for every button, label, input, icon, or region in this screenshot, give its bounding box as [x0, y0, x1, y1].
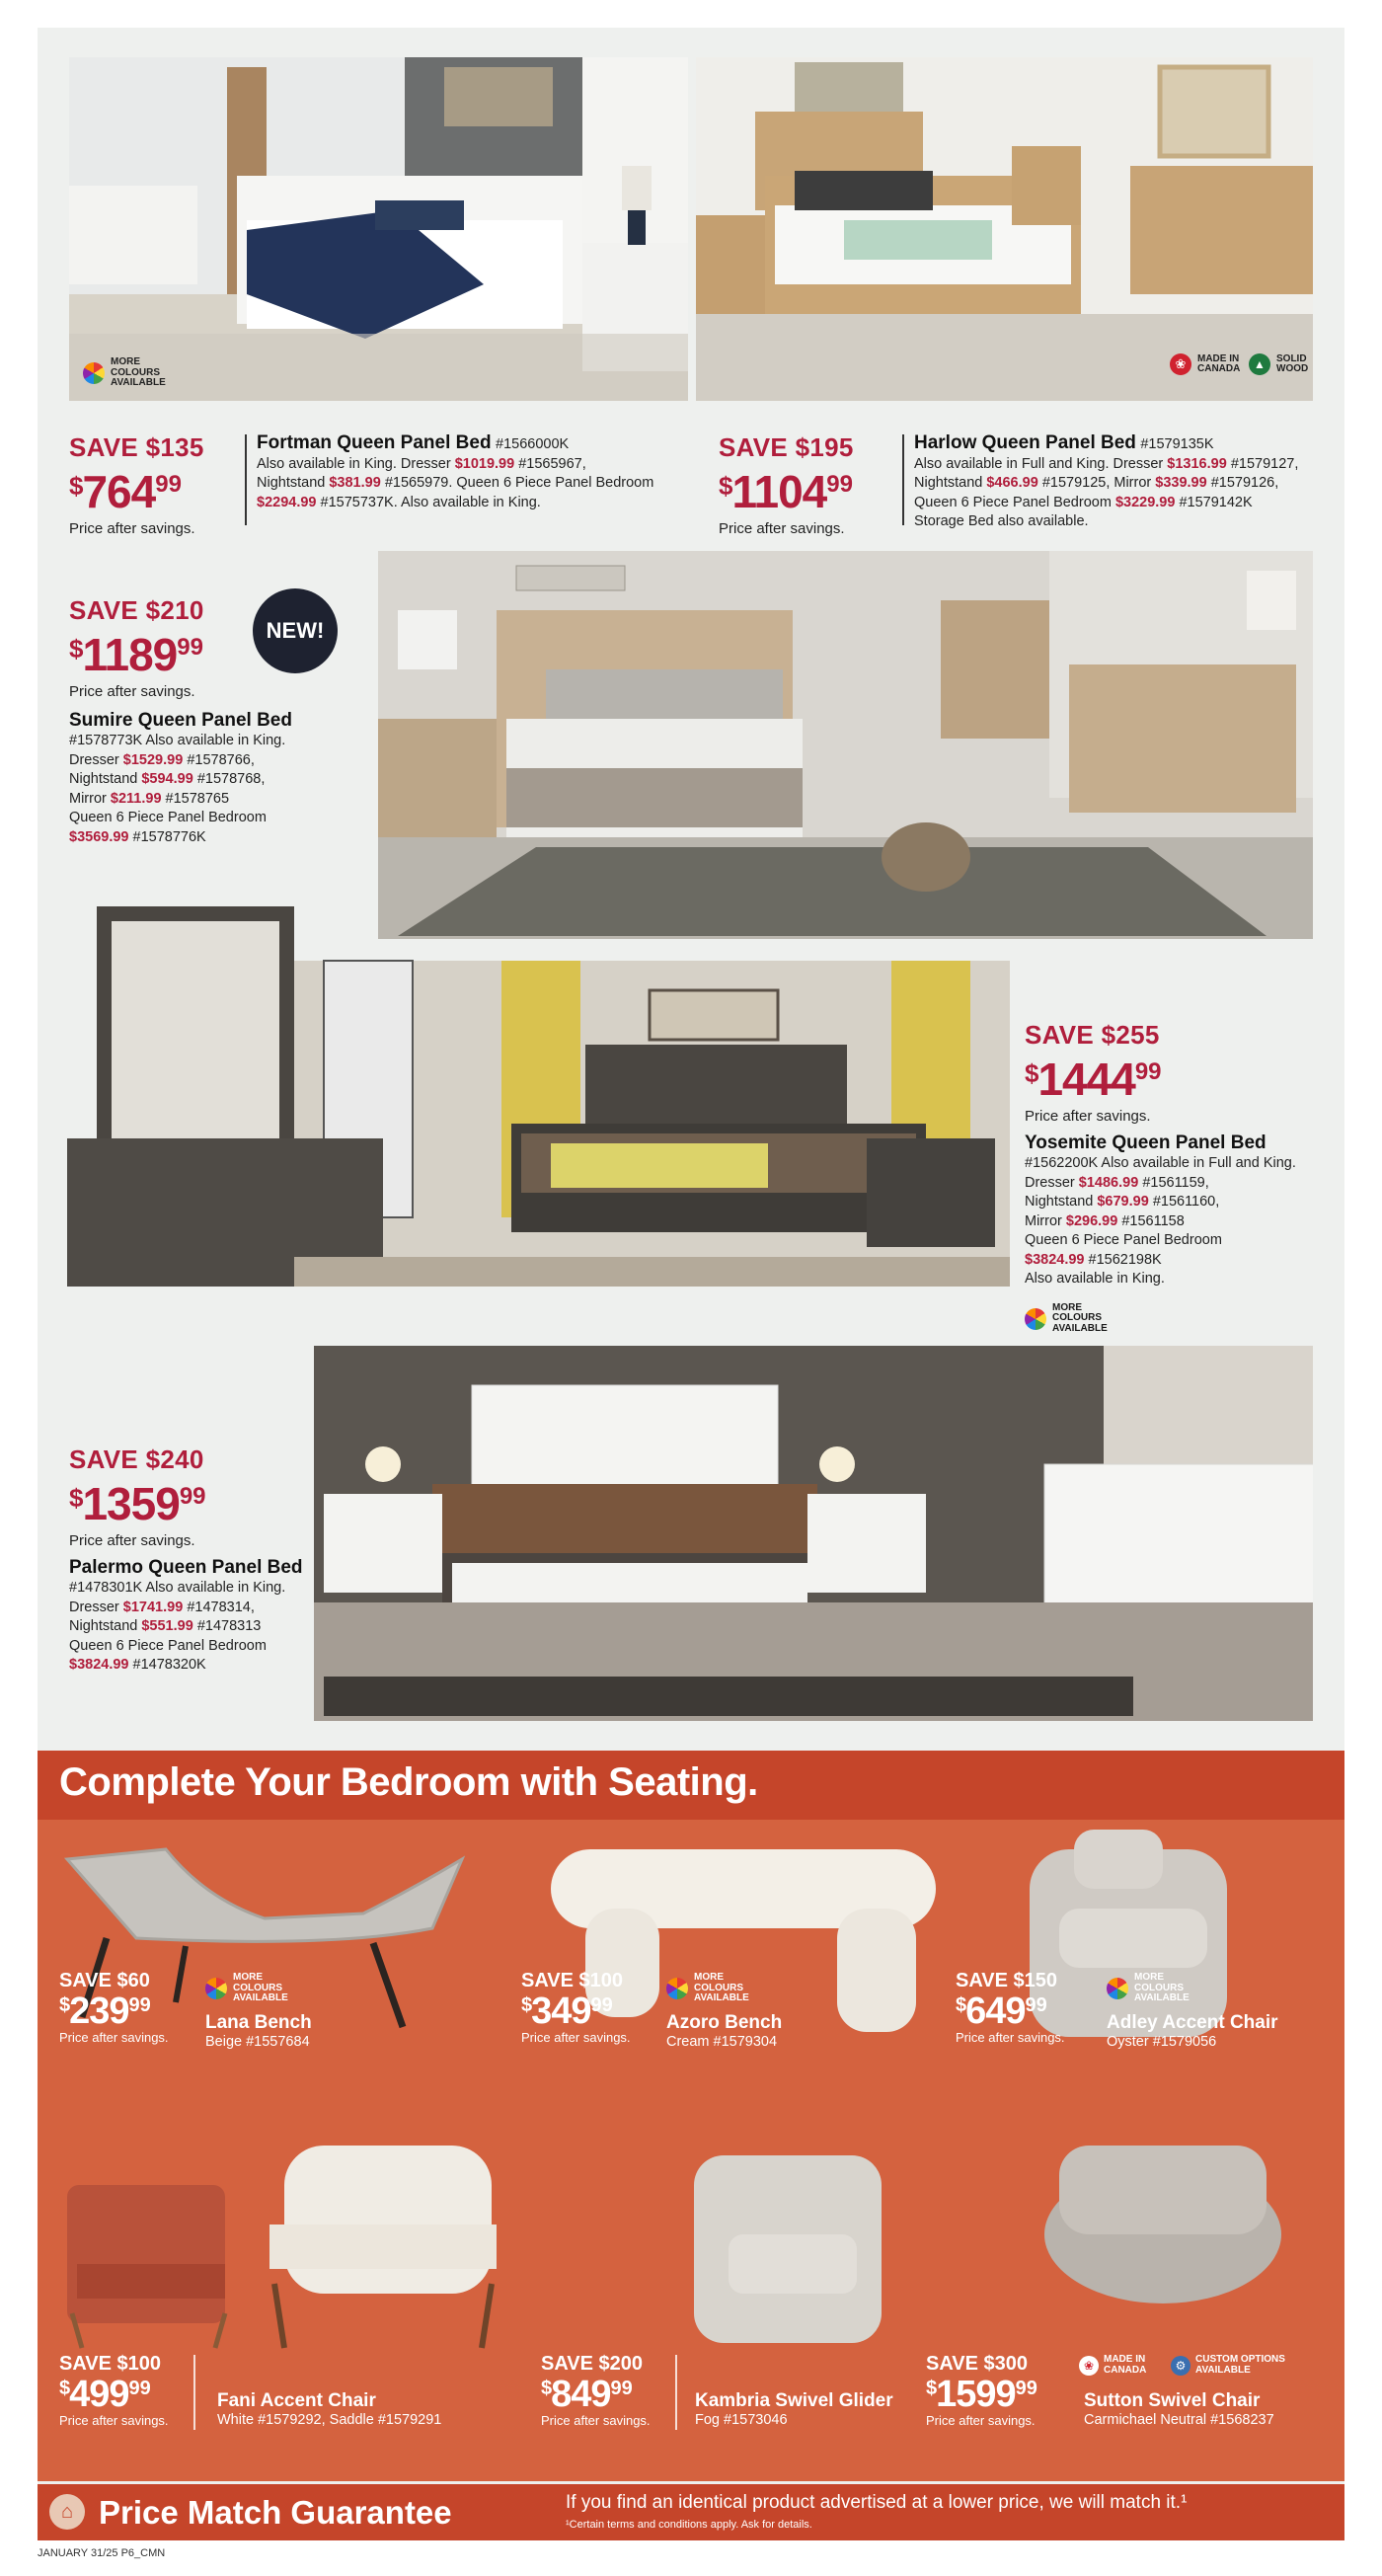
new-badge: NEW!: [253, 588, 338, 673]
azoro-bench-label: Azoro Bench Cream #1579304: [666, 2012, 783, 2050]
more-colours-badge: MORE COLOURS AVAILABLE: [1025, 1303, 1331, 1335]
more-colours-badge: MORE COLOURS AVAILABLE: [205, 1973, 312, 2004]
adley-chair-label: Adley Accent Chair Oyster #1579056: [1107, 2012, 1278, 2050]
divider: [245, 434, 247, 525]
fortman-bedroom-photo: [69, 57, 688, 401]
sutton-chair-item: SAVE $300 $1599$^{99}$ Price after savings.: [926, 2353, 1037, 2428]
seating-heading: Complete Your Bedroom with Seating.: [59, 1760, 758, 1804]
price-match-text: If you find an identical product advertised at a lower price, we will match it.¹: [566, 2492, 1188, 2513]
azoro-bench-item: SAVE $100 $^{\$}349^{99}$ Price after savings.: [521, 1970, 631, 2045]
adley-chair-item: SAVE $150 $^{\$}649^{99}$ Price after savings.: [956, 1970, 1065, 2045]
harlow-bedroom-photo: [696, 57, 1313, 401]
azoro-price: $^{\$}349^{99}$: [521, 1991, 613, 2032]
palermo-price-block: SAVE $240 $1359$^{99}$ Price after savings. Palermo Queen Panel Bed #1478301K Also available in King. Dresser $1741.99 #1478314, Nightstand $551.99 #1478313 Queen 6 Piece Panel Bedroom $3824.99 #1478320K: [69, 1444, 365, 1676]
adley-price: $^{\$}649^{99}$: [956, 1991, 1047, 2032]
harlow-details: Harlow Queen Panel Bed #1579135K Also available in Full and King. Dresser $1316.99 #1579127, Nightstand $466.99 #1579125, Mirror $339.99 #1579126, Queen 6 Piece Panel Bedroom $3229.99 #1579142K Storage Bed also available.: [914, 432, 1299, 530]
sumire-price-block: SAVE $210 $1189$^{99}$ Price after savings. Sumire Queen Panel Bed #1578773K Also available in King. Dresser $1529.99 #1578766, Nightstand $594.99 #1578768, Mirror $211.99 #1578765 Queen 6 Piece Panel Bedroom $3569.99 #1578776K: [69, 595, 385, 847]
more-colours-icon: [205, 1978, 227, 1999]
palermo-bedroom-photo: [314, 1346, 1313, 1721]
footer-code: JANUARY 31/25 P6_CMN: [38, 2547, 166, 2559]
more-colours-badge: MORE COLOURS AVAILABLE: [666, 1973, 773, 2004]
fortman-price-block: SAVE $135 $^{\$}764^{99}$ Price after savings.: [69, 432, 247, 537]
fortman-price: $^{\$}764^{99}$: [69, 466, 182, 517]
fani-chair-item: SAVE $100 $^{\$}499^{99}$ Price after savings.: [59, 2353, 169, 2428]
kambria-glider-label: Kambria Swivel Glider Fog #1573046: [695, 2390, 893, 2428]
made-in-canada-badge: ❀ MADE IN CANADA: [1170, 353, 1247, 375]
divider: [675, 2355, 677, 2430]
divider: [193, 2355, 195, 2430]
harlow-price: $1104$^{99}$: [719, 466, 853, 517]
yosemite-price: $1444$^{99}$: [1025, 1054, 1162, 1105]
price-match-banner: [38, 2484, 1344, 2540]
more-colours-icon: [1025, 1308, 1046, 1330]
more-colours-icon: [1107, 1978, 1128, 1999]
divider: [902, 434, 904, 525]
lana-bench-item: SAVE $60 $^{\$}239^{99}$ Price after savings.: [59, 1970, 169, 2045]
price-match-icon: ⌂: [49, 2494, 85, 2530]
fani-chair-label: Fani Accent Chair White #1579292, Saddle #1579291: [217, 2390, 442, 2428]
custom-options-icon: ⚙: [1171, 2356, 1190, 2376]
seating-images: [38, 1820, 1344, 2481]
sutton-chair-label: Sutton Swivel Chair Carmichael Neutral #1568237: [1084, 2390, 1274, 2428]
lana-bench-label: Lana Bench Beige #1557684: [205, 2012, 312, 2050]
made-in-canada-icon: ❀: [1079, 2356, 1099, 2376]
solid-wood-badge: ▲ SOLID WOOD: [1249, 353, 1313, 375]
price-match-title: Price Match Guarantee: [99, 2494, 452, 2531]
more-colours-icon: [83, 362, 105, 384]
lana-price: $^{\$}239^{99}$: [59, 1991, 151, 2032]
more-colours-badge: MORE COLOURS AVAILABLE: [83, 357, 190, 389]
sutton-price: $1599$^{99}$: [926, 2374, 1037, 2415]
fortman-save: SAVE $135: [69, 432, 204, 462]
seating-section: [38, 1751, 1344, 2481]
palermo-price: $1359$^{99}$: [69, 1478, 206, 1529]
more-colours-icon: [666, 1978, 688, 1999]
made-in-canada-badge: ❀ MADE IN CANADA: [1079, 2355, 1155, 2376]
harlow-price-block: SAVE $195 $1104$^{99}$ Price after savings.: [719, 432, 906, 537]
more-colours-badge: MORE COLOURS AVAILABLE: [1107, 1973, 1213, 2004]
kambria-price: $^{\$}849^{99}$: [541, 2374, 633, 2415]
custom-options-badge: ⚙ CUSTOM OPTIONS AVAILABLE: [1171, 2355, 1294, 2376]
solid-wood-icon: ▲: [1249, 353, 1270, 375]
fani-price: $^{\$}499^{99}$: [59, 2374, 151, 2415]
yosemite-bedroom-photo: [38, 862, 1010, 1287]
flyer-page: [38, 28, 1344, 2540]
price-match-footnote: ¹Certain terms and conditions apply. Ask for details.: [566, 2519, 812, 2531]
fortman-details: Fortman Queen Panel Bed #1566000K Also available in King. Dresser $1019.99 #1565967, Nightstand $381.99 #1565979. Queen 6 Piece Panel Bedroom $2294.99 #1575737K. Also available in King.: [257, 432, 654, 510]
yosemite-price-block: SAVE $255 $1444$^{99}$ Price after savings. Yosemite Queen Panel Bed #1562200K Also available in Full and King. Dresser $1486.99 #1561159, Nightstand $679.99 #1561160, Mirror $296.99 #1561158 Queen 6 Piece Panel Bedroom $3824.99 #1562198K Also available in King. MORE COLOURS AVAILABLE: [1025, 1020, 1331, 1334]
made-in-canada-icon: ❀: [1170, 353, 1191, 375]
sumire-price: $1189$^{99}$: [69, 629, 203, 680]
seating-heading-bar: [38, 1751, 1344, 1820]
kambria-glider-item: SAVE $200 $^{\$}849^{99}$ Price after savings.: [541, 2353, 651, 2428]
